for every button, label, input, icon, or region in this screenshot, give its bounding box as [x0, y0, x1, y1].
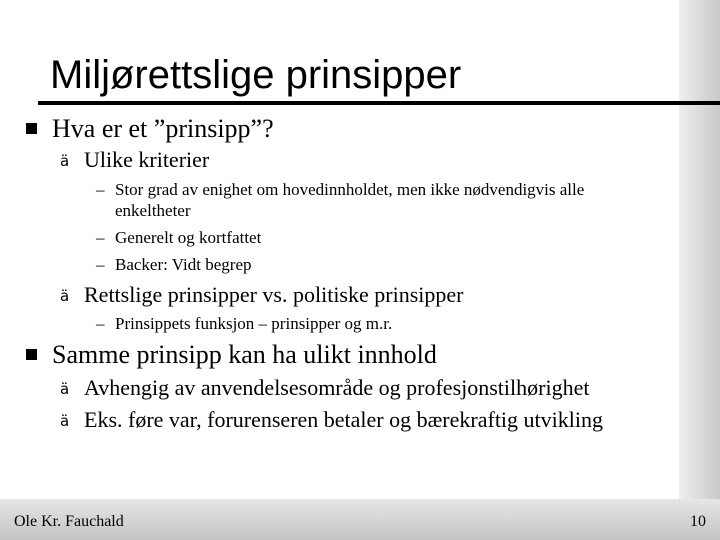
arrow-bullet-icon: ä: [60, 152, 70, 170]
footer-author: Ole Kr. Fauchald: [14, 513, 124, 530]
bullet-2-1-text: Avhengig av anvendelsesområde og profesjonstilhørighet: [84, 375, 590, 400]
bullet-2-2-text: Eks. føre var, forurenseren betaler og bærekraftig utvikling: [84, 407, 603, 432]
bullet-1-1-3-text: Backer: Vidt begrep: [115, 255, 252, 274]
slide-title: Miljørettslige prinsipper: [50, 53, 462, 97]
square-bullet-icon: [26, 349, 37, 360]
dash-bullet-icon: –: [96, 314, 105, 333]
square-bullet-icon: [26, 123, 37, 134]
bullet-1-1-text: Ulike kriterier: [84, 147, 210, 172]
dash-bullet-icon: –: [96, 180, 105, 199]
bullet-1-text: Hva er et ”prinsipp”?: [52, 114, 274, 143]
arrow-bullet-icon: ä: [60, 412, 70, 430]
arrow-bullet-icon: ä: [60, 287, 70, 305]
title-underline: [38, 101, 720, 105]
bullet-1-1-1-text: Stor grad av enighet om hovedinnholdet, men ikke nødvendigvis alle: [115, 180, 585, 199]
right-decorative-bar: [679, 0, 720, 540]
bullet-1-2-1-text: Prinsippets funksjon – prinsipper og m.r.: [115, 314, 393, 333]
arrow-bullet-icon: ä: [60, 380, 70, 398]
bullet-1-2-text: Rettslige prinsipper vs. politiske prinsipper: [84, 282, 464, 307]
bullet-2-text: Samme prinsipp kan ha ulikt innhold: [52, 340, 437, 369]
dash-bullet-icon: –: [96, 255, 105, 274]
dash-bullet-icon: –: [96, 228, 105, 247]
page-number: 10: [690, 513, 706, 530]
bullet-1-1-1-continuation: enkeltheter: [115, 201, 191, 220]
bullet-1-1-2-text: Generelt og kortfattet: [115, 228, 262, 247]
